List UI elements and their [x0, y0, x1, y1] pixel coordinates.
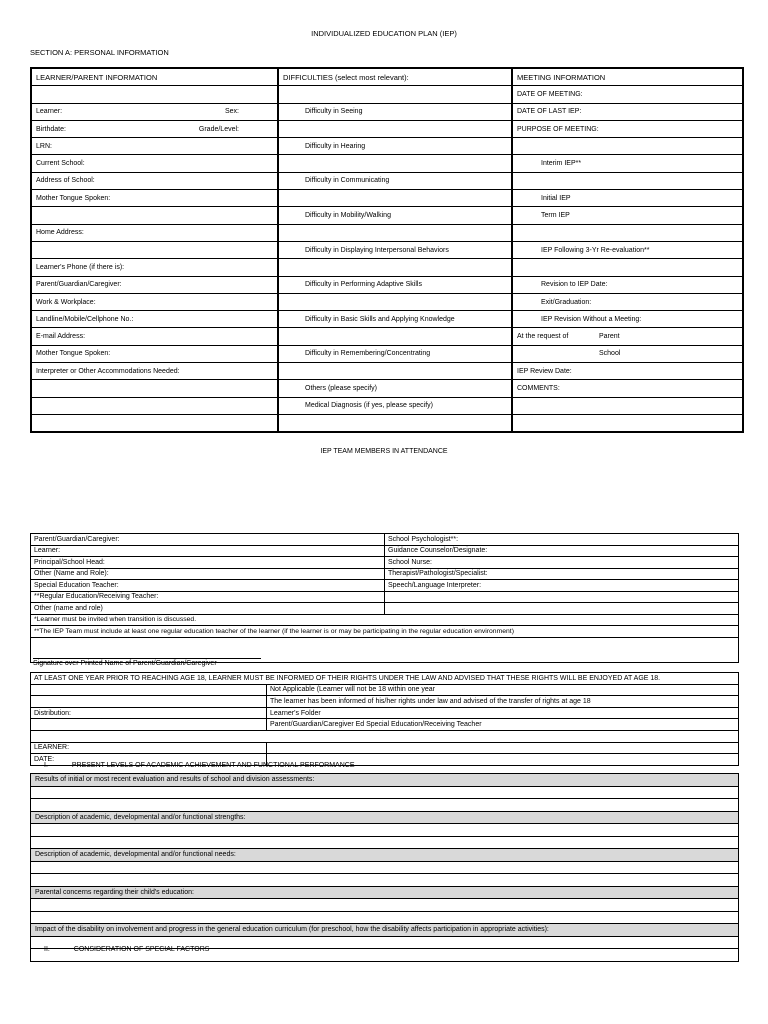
info-row — [31, 138, 743, 155]
request-label — [517, 350, 579, 357]
difficulty-option[interactable]: Difficulty in Remembering/Concentrating — [278, 345, 512, 362]
learner-field-cell[interactable]: Address of School: — [31, 172, 278, 189]
level-heading: Description of academic, developmental and/or functional strengths: — [31, 811, 739, 824]
info-row — [31, 397, 743, 414]
info-row — [31, 224, 743, 241]
level-answer-field[interactable] — [31, 786, 739, 799]
learner-field-cell[interactable] — [31, 86, 278, 103]
rights-table — [30, 672, 739, 766]
info-row — [31, 414, 743, 432]
level-answer-row — [31, 861, 739, 874]
meeting-field-cell[interactable] — [512, 138, 743, 155]
signature-label: Signature over Printed Name of Parent/Guardian/Caregiver — [33, 660, 217, 667]
difficulty-option[interactable]: Difficulty in Communicating — [278, 172, 512, 189]
meeting-field-cell[interactable] — [512, 414, 743, 432]
learner-field-cell[interactable] — [31, 397, 278, 414]
info-row — [31, 380, 743, 397]
level-answer-row — [31, 874, 739, 887]
level-heading-row — [31, 811, 739, 824]
school-option[interactable]: School — [599, 350, 621, 358]
header-difficulties: DIFFICULTIES (select most relevant): — [278, 68, 512, 86]
team-member-left[interactable]: Parent/Guardian/Caregiver: — [31, 534, 385, 546]
team-row — [31, 545, 739, 557]
section-i-heading — [44, 762, 355, 769]
level-heading: Description of academic, developmental and/or functional needs: — [31, 849, 739, 862]
team-row — [31, 534, 739, 546]
learner-field[interactable] — [267, 742, 739, 754]
level-heading: Results of initial or most recent evaluation and results of school and division assessments: — [31, 774, 739, 787]
difficulty-option[interactable] — [278, 259, 512, 276]
document-title: INDIVIDUALIZED EDUCATION PLAN (IEP) — [311, 29, 457, 38]
header-meeting: MEETING INFORMATION — [512, 68, 743, 86]
level-answer-row — [31, 911, 739, 924]
difficulty-option[interactable] — [278, 414, 512, 432]
learner-row — [31, 742, 739, 754]
header-learner-parent: LEARNER/PARENT INFORMATION — [31, 68, 278, 86]
section-ii-heading — [44, 946, 209, 953]
info-row — [31, 259, 743, 276]
meeting-field-cell[interactable]: Revision to IEP Date: — [512, 276, 743, 293]
signature-line — [33, 658, 261, 667]
blank-cell — [31, 730, 739, 742]
team-members-table — [30, 533, 739, 663]
level-answer-field[interactable] — [31, 874, 739, 887]
info-row — [31, 345, 743, 362]
difficulty-option[interactable]: Difficulty in Mobility/Walking — [278, 207, 512, 224]
learner-field-cell[interactable]: LRN: — [31, 138, 278, 155]
dist-empty-cell — [31, 719, 267, 731]
field-label: Birthdate: — [36, 125, 66, 133]
difficulty-option[interactable]: Difficulty in Performing Adaptive Skills — [278, 276, 512, 293]
dist-item-folder: Learner's Folder — [267, 707, 739, 719]
meeting-field-cell[interactable] — [512, 259, 743, 276]
level-answer-row — [31, 824, 739, 837]
meeting-field-cell[interactable]: DATE OF LAST IEP: — [512, 103, 743, 120]
meeting-field-cell[interactable]: IEP Review Date: — [512, 363, 743, 380]
header-row — [31, 68, 743, 86]
level-heading: Impact of the disability on involvement and progress in the general education curriculum (for preschool, how the disability affects participation in appropriate activities): — [31, 924, 739, 937]
request-options — [517, 333, 738, 340]
info-row — [31, 172, 743, 189]
level-answer-row — [31, 799, 739, 812]
not-applicable-label: Not Applicable (Learner will not be 18 within one year — [267, 684, 739, 696]
learner-field-cell[interactable] — [31, 207, 278, 224]
distribution-label: Distribution: — [31, 707, 267, 719]
team-member-left[interactable]: Principal/School Head: — [31, 557, 385, 569]
age18-notice: AT LEAST ONE YEAR PRIOR TO REACHING AGE 18, LEARNER MUST BE INFORMED OF THEIR RIGHTS UNDER THE LAW AND ADVISED THAT THESE RIGHTS WILL BE ENJOYED AT AGE 18. — [31, 673, 739, 685]
learner-field-cell[interactable] — [31, 120, 278, 137]
learner-field-cell[interactable]: Home Address: — [31, 224, 278, 241]
difficulty-option[interactable] — [278, 86, 512, 103]
learner-field-cell[interactable] — [31, 103, 278, 120]
meeting-field-cell[interactable]: IEP Revision Without a Meeting: — [512, 311, 743, 328]
difficulty-option[interactable] — [278, 190, 512, 207]
level-answer-field[interactable] — [31, 836, 739, 849]
split-field — [36, 108, 273, 115]
learner-field-cell[interactable]: Interpreter or Other Accommodations Needed: — [31, 363, 278, 380]
level-answer-field[interactable] — [31, 799, 739, 812]
request-options — [517, 350, 738, 357]
info-row — [31, 207, 743, 224]
team-member-left[interactable]: Learner: — [31, 545, 385, 557]
difficulty-option[interactable]: Difficulty in Seeing — [278, 103, 512, 120]
informed-row — [31, 696, 739, 708]
section-ii-number: II. — [44, 946, 50, 953]
learner-field-cell[interactable]: Parent/Guardian/Caregiver: — [31, 276, 278, 293]
section-i-number: I. — [44, 762, 48, 769]
meeting-field-cell[interactable]: COMMENTS: — [512, 380, 743, 397]
parent-option[interactable]: Parent — [599, 333, 620, 341]
meeting-field-cell[interactable]: Initial IEP — [512, 190, 743, 207]
team-member-right[interactable]: Therapist/Pathologist/Specialist: — [385, 568, 739, 580]
info-row — [31, 276, 743, 293]
team-member-right[interactable]: School Psychologist**: — [385, 534, 739, 546]
learner-field-cell[interactable]: Work & Workplace: — [31, 293, 278, 310]
learner-field-cell[interactable] — [31, 414, 278, 432]
team-member-left[interactable]: Other (name and role) — [31, 603, 385, 615]
team-member-right[interactable]: Speech/Language Interpreter: — [385, 580, 739, 592]
team-member-right[interactable] — [385, 591, 739, 603]
distribution-row — [31, 707, 739, 719]
info-row — [31, 190, 743, 207]
info-row — [31, 241, 743, 258]
team-row — [31, 557, 739, 569]
learner-field-cell[interactable] — [31, 380, 278, 397]
learner-field-cell[interactable]: Current School: — [31, 155, 278, 172]
learner-label: LEARNER: — [31, 742, 267, 754]
level-answer-row — [31, 899, 739, 912]
team-member-right[interactable] — [385, 603, 739, 615]
note-row — [31, 614, 739, 626]
difficulty-option[interactable]: Difficulty in Basic Skills and Applying Knowledge — [278, 311, 512, 328]
grade-label: Grade/Level: — [198, 125, 239, 133]
present-levels-table — [30, 773, 739, 962]
level-answer-row — [31, 786, 739, 799]
blank-row — [31, 730, 739, 742]
request-label: At the request of — [517, 333, 569, 341]
field-label: Learner: — [36, 108, 63, 116]
meeting-field-cell[interactable]: Interim IEP** — [512, 155, 743, 172]
distribution-row-2 — [31, 719, 739, 731]
section-a-heading: SECTION A: PERSONAL INFORMATION — [30, 48, 169, 57]
team-row — [31, 591, 739, 603]
learner-field-cell[interactable]: Mother Tongue Spoken: — [31, 345, 278, 362]
meeting-field-cell[interactable] — [512, 224, 743, 241]
meeting-field-cell[interactable] — [512, 397, 743, 414]
difficulty-option[interactable] — [278, 328, 512, 345]
informed-label: The learner has been informed of his/her rights under law and advised of the transfer of rights at age 18 — [267, 696, 739, 708]
meeting-field-cell[interactable] — [512, 172, 743, 189]
learner-field-cell[interactable] — [31, 241, 278, 258]
meeting-field-cell[interactable] — [512, 328, 743, 345]
difficulty-option[interactable]: Difficulty in Hearing — [278, 138, 512, 155]
meeting-field-cell[interactable]: PURPOSE OF MEETING: — [512, 120, 743, 137]
difficulty-option[interactable]: Medical Diagnosis (if yes, please specify) — [278, 397, 512, 414]
learner-field-cell[interactable]: E-mail Address: — [31, 328, 278, 345]
meeting-field-cell[interactable] — [512, 345, 743, 362]
difficulty-option[interactable]: Difficulty in Displaying Interpersonal Behaviors — [278, 241, 512, 258]
team-member-left[interactable]: Special Education Teacher: — [31, 580, 385, 592]
team-row — [31, 603, 739, 615]
difficulty-option[interactable] — [278, 224, 512, 241]
difficulty-option[interactable] — [278, 120, 512, 137]
meeting-field-cell[interactable]: Term IEP — [512, 207, 743, 224]
info-row — [31, 103, 743, 120]
split-field — [36, 126, 273, 133]
info-row — [31, 86, 743, 103]
team-row — [31, 580, 739, 592]
team-member-right[interactable]: School Nurse: — [385, 557, 739, 569]
section-i-title: PRESENT LEVELS OF ACADEMIC ACHIEVEMENT AND FUNCTIONAL PERFORMANCE — [71, 762, 355, 769]
iep-team-heading: IEP TEAM MEMBERS IN ATTENDANCE — [320, 448, 448, 455]
level-heading-row — [31, 849, 739, 862]
personal-information-table — [30, 67, 744, 433]
info-row — [31, 120, 743, 137]
meeting-field-cell[interactable]: DATE OF MEETING: — [512, 86, 743, 103]
difficulty-option[interactable] — [278, 293, 512, 310]
informed-checkbox[interactable] — [31, 696, 267, 708]
level-answer-field[interactable] — [31, 899, 739, 912]
learner-field-cell[interactable]: Landline/Mobile/Cellphone No.: — [31, 311, 278, 328]
note-text: **The IEP Team must include at least one regular education teacher of the learner (if the learner is or may be participating in the regular education environment) — [31, 626, 739, 638]
level-heading-row — [31, 924, 739, 937]
info-row — [31, 363, 743, 380]
note-row — [31, 626, 739, 638]
difficulty-option[interactable] — [278, 155, 512, 172]
level-heading-row — [31, 886, 739, 899]
age18-row — [31, 673, 739, 685]
learner-field-cell[interactable]: Learner's Phone (if there is): — [31, 259, 278, 276]
level-heading-row — [31, 774, 739, 787]
learner-field-cell[interactable]: Mother Tongue Spoken: — [31, 190, 278, 207]
date-label: DATE: — [31, 754, 267, 766]
dist-item-teacher: Parent/Guardian/Caregiver Ed Special Education/Receiving Teacher — [267, 719, 739, 731]
meeting-field-cell[interactable]: IEP Following 3-Yr Re-evaluation** — [512, 241, 743, 258]
not-applicable-checkbox[interactable] — [31, 684, 267, 696]
level-answer-field[interactable] — [31, 824, 739, 837]
team-member-left[interactable]: Other (Name and Role): — [31, 568, 385, 580]
difficulty-option[interactable]: Others (please specify) — [278, 380, 512, 397]
team-member-left[interactable]: **Regular Education/Receiving Teacher: — [31, 591, 385, 603]
info-row — [31, 155, 743, 172]
level-answer-field[interactable] — [31, 911, 739, 924]
level-heading: Parental concerns regarding their child's education: — [31, 886, 739, 899]
level-answer-field[interactable] — [31, 861, 739, 874]
difficulty-option[interactable] — [278, 363, 512, 380]
level-answer-row — [31, 836, 739, 849]
team-member-right[interactable]: Guidance Counselor/Designate: — [385, 545, 739, 557]
info-row — [31, 328, 743, 345]
section-ii-title: CONSIDERATION OF SPECIAL FACTORS — [73, 946, 210, 953]
meeting-field-cell[interactable]: Exit/Graduation: — [512, 293, 743, 310]
note-text: *Learner must be invited when transition is discussed. — [31, 614, 739, 626]
info-row — [31, 293, 743, 310]
team-row — [31, 568, 739, 580]
info-row — [31, 311, 743, 328]
not-applicable-row — [31, 684, 739, 696]
sex-label: Sex: — [224, 108, 239, 116]
